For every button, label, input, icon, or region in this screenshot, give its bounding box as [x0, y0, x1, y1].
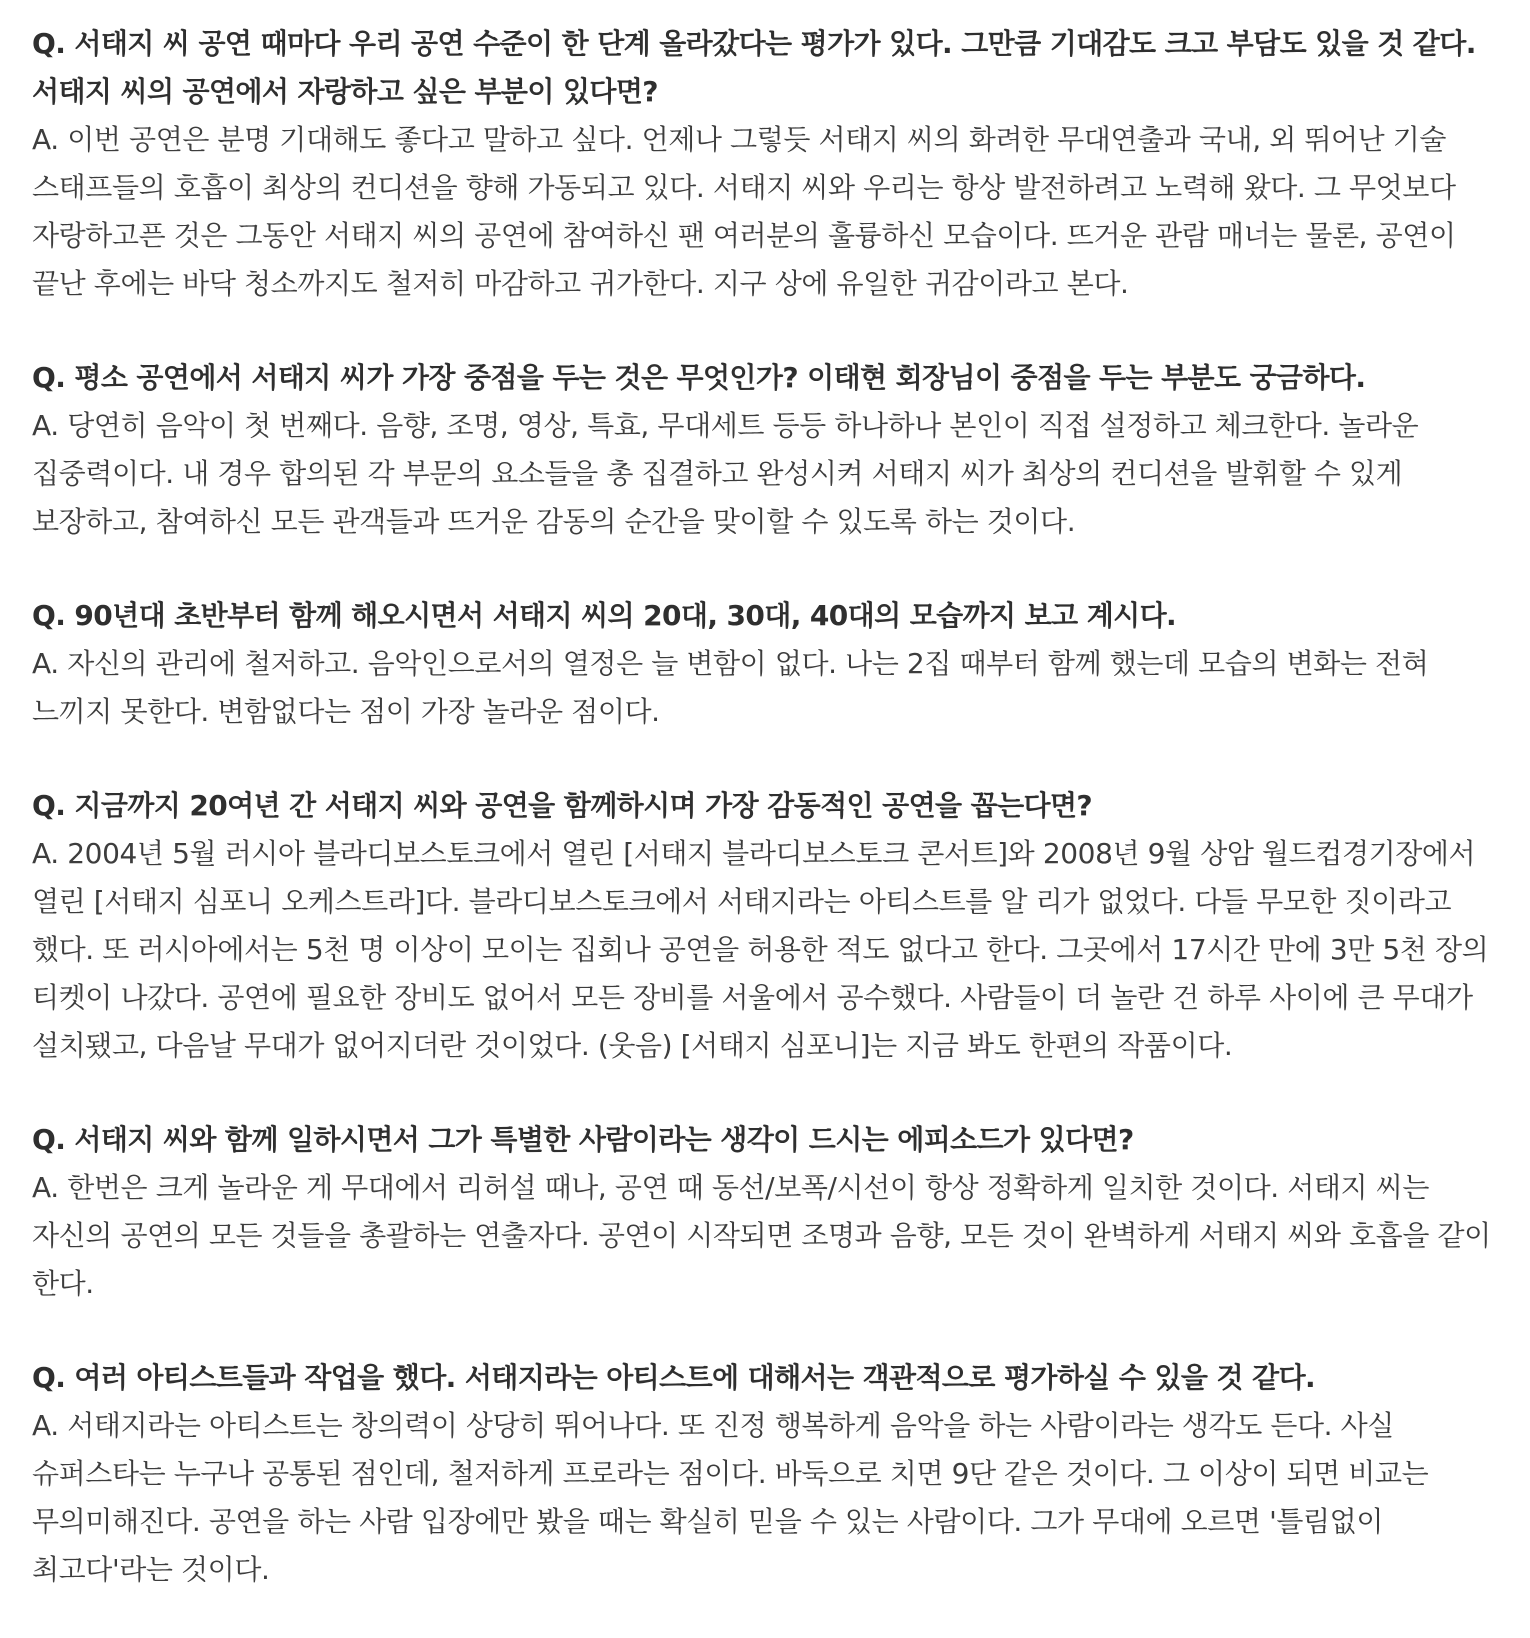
answer-4: A. 2004년 5월 러시아 블라디보스토크에서 열린 [서태지 블라디보스토크 콘서트]와 2008년 9월 상암 월드컵경기장에서 열린 [서태지 심포니 오케스트라]다. 블라디보스토크에서 서태지라는 아티스트를 알 리가 없었다. 다들 무모한 짓이라고 했다. 또 러시아에서는 5천 명 이상이 모이는 집회나 공연을 허용한 적도 없다고 한다. 그곳에서 17시간 만에 3만 5천 장의 티켓이 나갔다. 공연에 필요한 장비도 없어서 모든 장비를 서울에서 공수했다. 사람들이 더 놀란 건 하루 사이에 큰 무대가 설치됐고, 다음날 무대가 없어지더란 것이었다. (웃음) [서태지 심포니]는 지금 봐도 한편의 작품이다.: [32, 837, 1489, 1062]
question-2: Q. 평소 공연에서 서태지 씨가 가장 중점을 두는 것은 무엇인가? 이태현 회장님이 중점을 두는 부분도 궁금하다.: [32, 361, 1366, 394]
qa-block-3: [32, 592, 1498, 736]
question-1: Q. 서태지 씨 공연 때마다 우리 공연 수준이 한 단계 올라갔다는 평가가 있다. 그만큼 기대감도 크고 부담도 있을 것 같다. 서태지 씨의 공연에서 자랑하고 싶은 부분이 있다면?: [32, 27, 1476, 108]
question-5: Q. 서태지 씨와 함께 일하시면서 그가 특별한 사람이라는 생각이 드시는 에피소드가 있다면?: [32, 1123, 1134, 1156]
question-4: Q. 지금까지 20여년 간 서태지 씨와 공연을 함께하시며 가장 감동적인 공연을 꼽는다면?: [32, 789, 1093, 822]
qa-block-5: [32, 1116, 1498, 1308]
answer-2: A. 당연히 음악이 첫 번째다. 음향, 조명, 영상, 특효, 무대세트 등등 하나하나 본인이 직접 설정하고 체크한다. 놀라운 집중력이다. 내 경우 합의된 각 부문의 요소들을 총 집결하고 완성시켜 서태지 씨가 최상의 컨디션을 발휘할 수 있게 보장하고, 참여하신 모든 관객들과 뜨거운 감동의 순간을 맞이할 수 있도록 하는 것이다.: [32, 409, 1419, 538]
qa-block-6: [32, 1354, 1498, 1594]
question-6: Q. 여러 아티스트들과 작업을 했다. 서태지라는 아티스트에 대해서는 객관적으로 평가하실 수 있을 것 같다.: [32, 1361, 1316, 1394]
answer-6: A. 서태지라는 아티스트는 창의력이 상당히 뛰어나다. 또 진정 행복하게 음악을 하는 사람이라는 생각도 든다. 사실 슈퍼스타는 누구나 공통된 점인데, 철저하게 프로라는 점이다. 바둑으로 치면 9단 같은 것이다. 그 이상이 되면 비교는 무의미해진다. 공연을 하는 사람 입장에만 봤을 때는 확실히 믿을 수 있는 사람이다. 그가 무대에 오르면 '틀림없이 최고다'라는 것이다.: [32, 1409, 1429, 1586]
answer-3: A. 자신의 관리에 철저하고. 음악인으로서의 열정은 늘 변함이 없다. 나는 2집 때부터 함께 했는데 모습의 변화는 전혀 느끼지 못한다. 변함없다는 점이 가장 놀라운 점이다.: [32, 647, 1429, 728]
qa-block-4: [32, 782, 1498, 1070]
answer-5: A. 한번은 크게 놀라운 게 무대에서 리허설 때나, 공연 때 동선/보폭/시선이 항상 정확하게 일치한 것이다. 서태지 씨는 자신의 공연의 모든 것들을 총괄하는 연출자다. 공연이 시작되면 조명과 음향, 모든 것이 완벽하게 서태지 씨와 호흡을 같이 한다.: [32, 1171, 1491, 1300]
qa-block-1: [32, 20, 1498, 308]
answer-1: A. 이번 공연은 분명 기대해도 좋다고 말하고 싶다. 언제나 그렇듯 서태지 씨의 화려한 무대연출과 국내, 외 뛰어난 기술 스태프들의 호흡이 최상의 컨디션을 향해 가동되고 있다. 서태지 씨와 우리는 항상 발전하려고 노력해 왔다. 그 무엇보다 자랑하고픈 것은 그동안 서태지 씨의 공연에 참여하신 팬 여러분의 훌륭하신 모습이다. 뜨거운 관람 매너는 물론, 공연이 끝난 후에는 바닥 청소까지도 철저히 마감하고 귀가한다. 지구 상에 유일한 귀감이라고 본다.: [32, 123, 1456, 300]
qa-block-2: [32, 354, 1498, 546]
question-3: Q. 90년대 초반부터 함께 해오시면서 서태지 씨의 20대, 30대, 40대의 모습까지 보고 계시다.: [32, 599, 1177, 632]
